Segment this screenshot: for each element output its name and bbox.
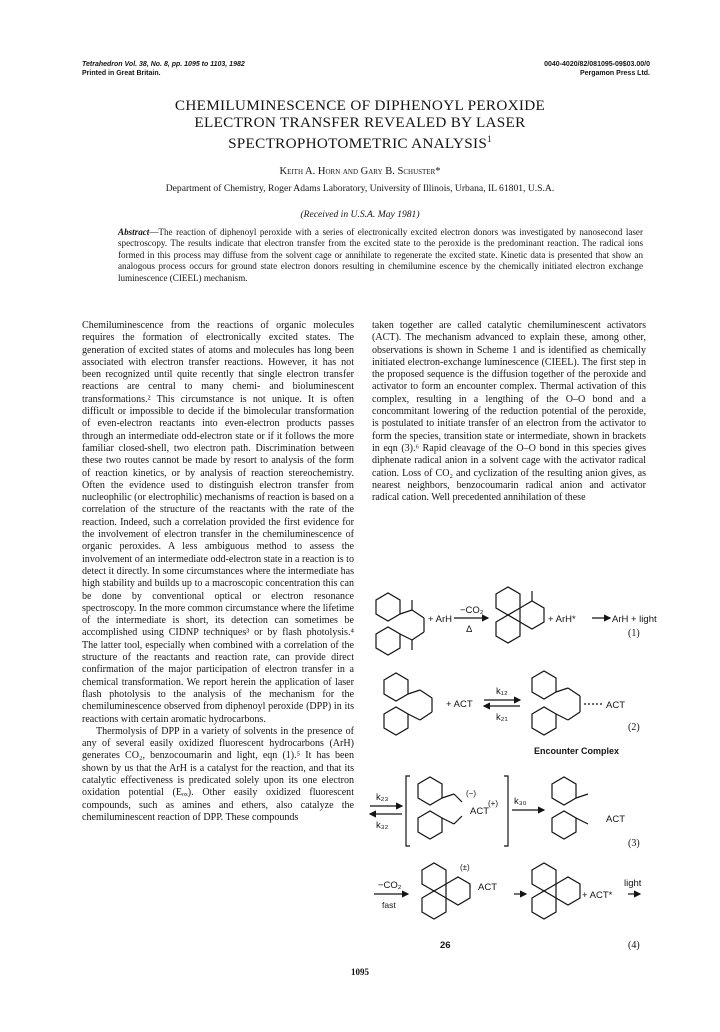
publisher-info bbox=[544, 60, 650, 78]
page-number: 1095 bbox=[351, 967, 369, 977]
encounter-complex-structure bbox=[532, 671, 604, 735]
dpp-structure-eq1 bbox=[376, 593, 424, 655]
affiliation: Department of Chemistry, Roger Adams Laboratory, University of Illinois, Urbana, IL 61801, U.S.A. bbox=[165, 183, 555, 194]
paragraph-intro: Chemiluminescence from the reactions of organic molecules requires the formation of electronically excited states. The generation of excited states of atoms and molecules has long been associated with electron transfer reactions. However, it has not been recognized until quite recently that single electron transfer reactions are central to many chemi- and bioluminescent transformations.² This circumstance is not unique. It is often difficult or impossible to decide if the bimolecular transformation of even-electron reactants into even-electron products passes through an intermediate odd-electron state or if it follows the more familiar closed-shell, two electron path. Discrimination between these two routes cannot be made by resort to analysis of the form of reaction kinetics, or by analysis of reaction stereochemistry. Often the evidence used to distinguish electron transfer from nucleophilic (or electrophilic) mechanisms of reaction is based on a correlation of the structure of the reactants with the rate of the reaction. Indeed, such a correlation provided the first evidence for the involvement of electron transfer in the chemiluminescence of organic peroxides. A less ambiguous method to assess the involvement of an intermediate odd-electron state in a reaction is to detect it directly. In some circumstances where the intermediate has high stability and builds up to a macroscopic concentration this can be done by conventional optical or electron resonance spectroscopy. In the more common circumstance where the lifetime of the intermediate is short, its detection can sometimes be accomplished using CIDNP techniques³ or by flash photolysis.⁴ The latter tool, especially when combined with a correlation of the structure of the reactants and reaction rate, can provide direct confirmation of the major participation of electron transfer in a chemical transformation. We report herein the application of laser flash photolysis to the analysis of the mechanism for the chemiluminescence observed from diphenoyl peroxide (DPP) in its reactions with certain aromatic hydrocarbons. bbox=[82, 320, 355, 725]
benzocoumarin-structure-eq1 bbox=[496, 587, 544, 643]
title-line-3 bbox=[80, 131, 640, 152]
eq2-reagent: + ACT bbox=[446, 699, 473, 710]
publisher-line: Pergamon Press Ltd. bbox=[579, 70, 650, 77]
equation-number-2: (2) bbox=[628, 722, 640, 733]
equation-number-3: (3) bbox=[628, 838, 640, 849]
scheme-drawing bbox=[366, 570, 657, 970]
eq4-charge-pm: (±) bbox=[460, 863, 470, 872]
dpp-structure-eq2 bbox=[384, 673, 432, 735]
equation-number-1: (1) bbox=[628, 628, 640, 639]
eq1-reagent: + ArH bbox=[428, 614, 453, 625]
eq1-under-arrow: Δ bbox=[466, 624, 473, 635]
title-line-1: CHEMILUMINESCENCE OF DIPHENOYL PEROXIDE bbox=[174, 97, 546, 114]
eq3-k-in: k₂₃ bbox=[376, 792, 389, 803]
citation-line: Tetrahedron Vol. 38, No. 8, pp. 1095 to 1103, 1982 bbox=[82, 61, 245, 68]
eq1-over-arrow: −CO₂ bbox=[460, 605, 484, 616]
eq4-final: light bbox=[624, 878, 642, 889]
eq4-over-arrow: −CO₂ bbox=[378, 880, 402, 891]
abstract bbox=[118, 227, 643, 284]
journal-citation bbox=[82, 60, 245, 78]
eq4-product: + ACT* bbox=[582, 890, 613, 901]
eq4-under-arrow: fast bbox=[382, 900, 396, 910]
paper-title bbox=[80, 97, 640, 152]
received-date: (Received in U.S.A. May 1981) bbox=[300, 209, 420, 220]
eq2-k-forward: k₁₂ bbox=[496, 686, 508, 697]
left-column bbox=[82, 320, 354, 824]
eq4-act: ACT bbox=[478, 882, 497, 893]
paragraph-mechanism: taken together are called catalytic chemiluminescent activators (ACT). The mechanism advanced to explain these, among other, observations is shown in Scheme 1 and is identified as chemically initiated electron-exchange luminescence (CIEEL). The first step in the proposed sequence is the diffusion together of the peroxide and activator to form an encounter complex. Thermal activation of this complex, resulting in a lengthing of the O–O bond and a concommitant lowering of the reduction potential of the peroxide, is postulated to initiate transfer of an electron from the activator to form the species, transition state or intermediate, shown in brackets in eqn (3).⁶ Rapid cleavage of the O–O bond in this species gives diphenate radical anion in a solvent cage with the activator radical cation. Loss of CO₂ and cyclization of the resulting anion gives, as nearest neighbors, benzocoumarin radical anion and activator radical cation. Well precedented annihilation of these bbox=[372, 320, 646, 504]
abstract-lead: Abstract bbox=[118, 227, 150, 237]
encounter-complex-caption: Encounter Complex bbox=[534, 746, 620, 756]
printed-line: Printed in Great Britain. bbox=[82, 70, 161, 77]
eq1-final: ArH + light bbox=[612, 614, 657, 625]
title-footnote-mark: 1 bbox=[487, 134, 492, 144]
authors: Keith A. Horn and Gary B. Schuster* bbox=[279, 166, 441, 177]
title-line-2: ELECTRON TRANSFER REVEALED BY LASER bbox=[194, 114, 526, 131]
abstract-text: —The reaction of diphenoyl peroxide with a series of electronically excited electron donors was investigated by nanosecond laser spectroscopy. The results indicate that electron transfer from the excited state to the peroxide is the predominant reaction. The radical ions formed in this process may diffuse from the solvent cage or annihilate to regenerate the excited state. Kinetic data is presented that show an analogous process occurs for ground state electron donors resulting in chemilumine escence by the chemically initiated electron exchange luminescence (CIEEL) mechanism. bbox=[118, 227, 643, 283]
benzocoumarin-product-structure bbox=[532, 863, 580, 919]
issn-line: 0040-4020/82/081095-09$03.00/0 bbox=[544, 61, 650, 68]
eq3-act-out: ACT bbox=[606, 814, 625, 825]
reaction-scheme bbox=[366, 570, 657, 980]
eq1-product: + ArH* bbox=[548, 614, 576, 625]
diphenate-structure bbox=[552, 777, 588, 839]
paragraph-thermolysis: Thermolysis of DPP in a variety of solvents in the presence of any of several easily oxidized fluorescent hydrocarbons (ArH) generates CO₂, benzocoumarin and light, eqn (1).⁵ It has been shown by us that the ArH is a catalyst for the reaction, and that its catalytic effectiveness is predicated solely upon its one electron oxidation potential (Eₒₓ). Other easily oxidized fluorescent compounds, such as amines and ethers, also catalyze the chemiluminescent reaction of DPP. These compounds bbox=[82, 725, 354, 823]
eq3-charge-plus: (+) bbox=[488, 799, 498, 808]
eq3-charge-minus: (−) bbox=[466, 789, 476, 798]
equation-number-4: (4) bbox=[628, 940, 640, 951]
compound-number: 26 bbox=[440, 940, 451, 951]
radical-pair-structure bbox=[418, 777, 462, 839]
title-line-3-text: SPECTROPHOTOMETRIC ANALYSIS bbox=[228, 135, 488, 153]
right-column bbox=[372, 320, 646, 504]
eq2-k-back: k₂₁ bbox=[496, 712, 508, 723]
eq3-k-out: k₃₀ bbox=[514, 796, 527, 807]
eq2-act-label: ACT bbox=[606, 700, 625, 711]
eq3-k-back: k₃₂ bbox=[376, 820, 389, 831]
eq3-act-inside: ACT bbox=[470, 806, 489, 817]
